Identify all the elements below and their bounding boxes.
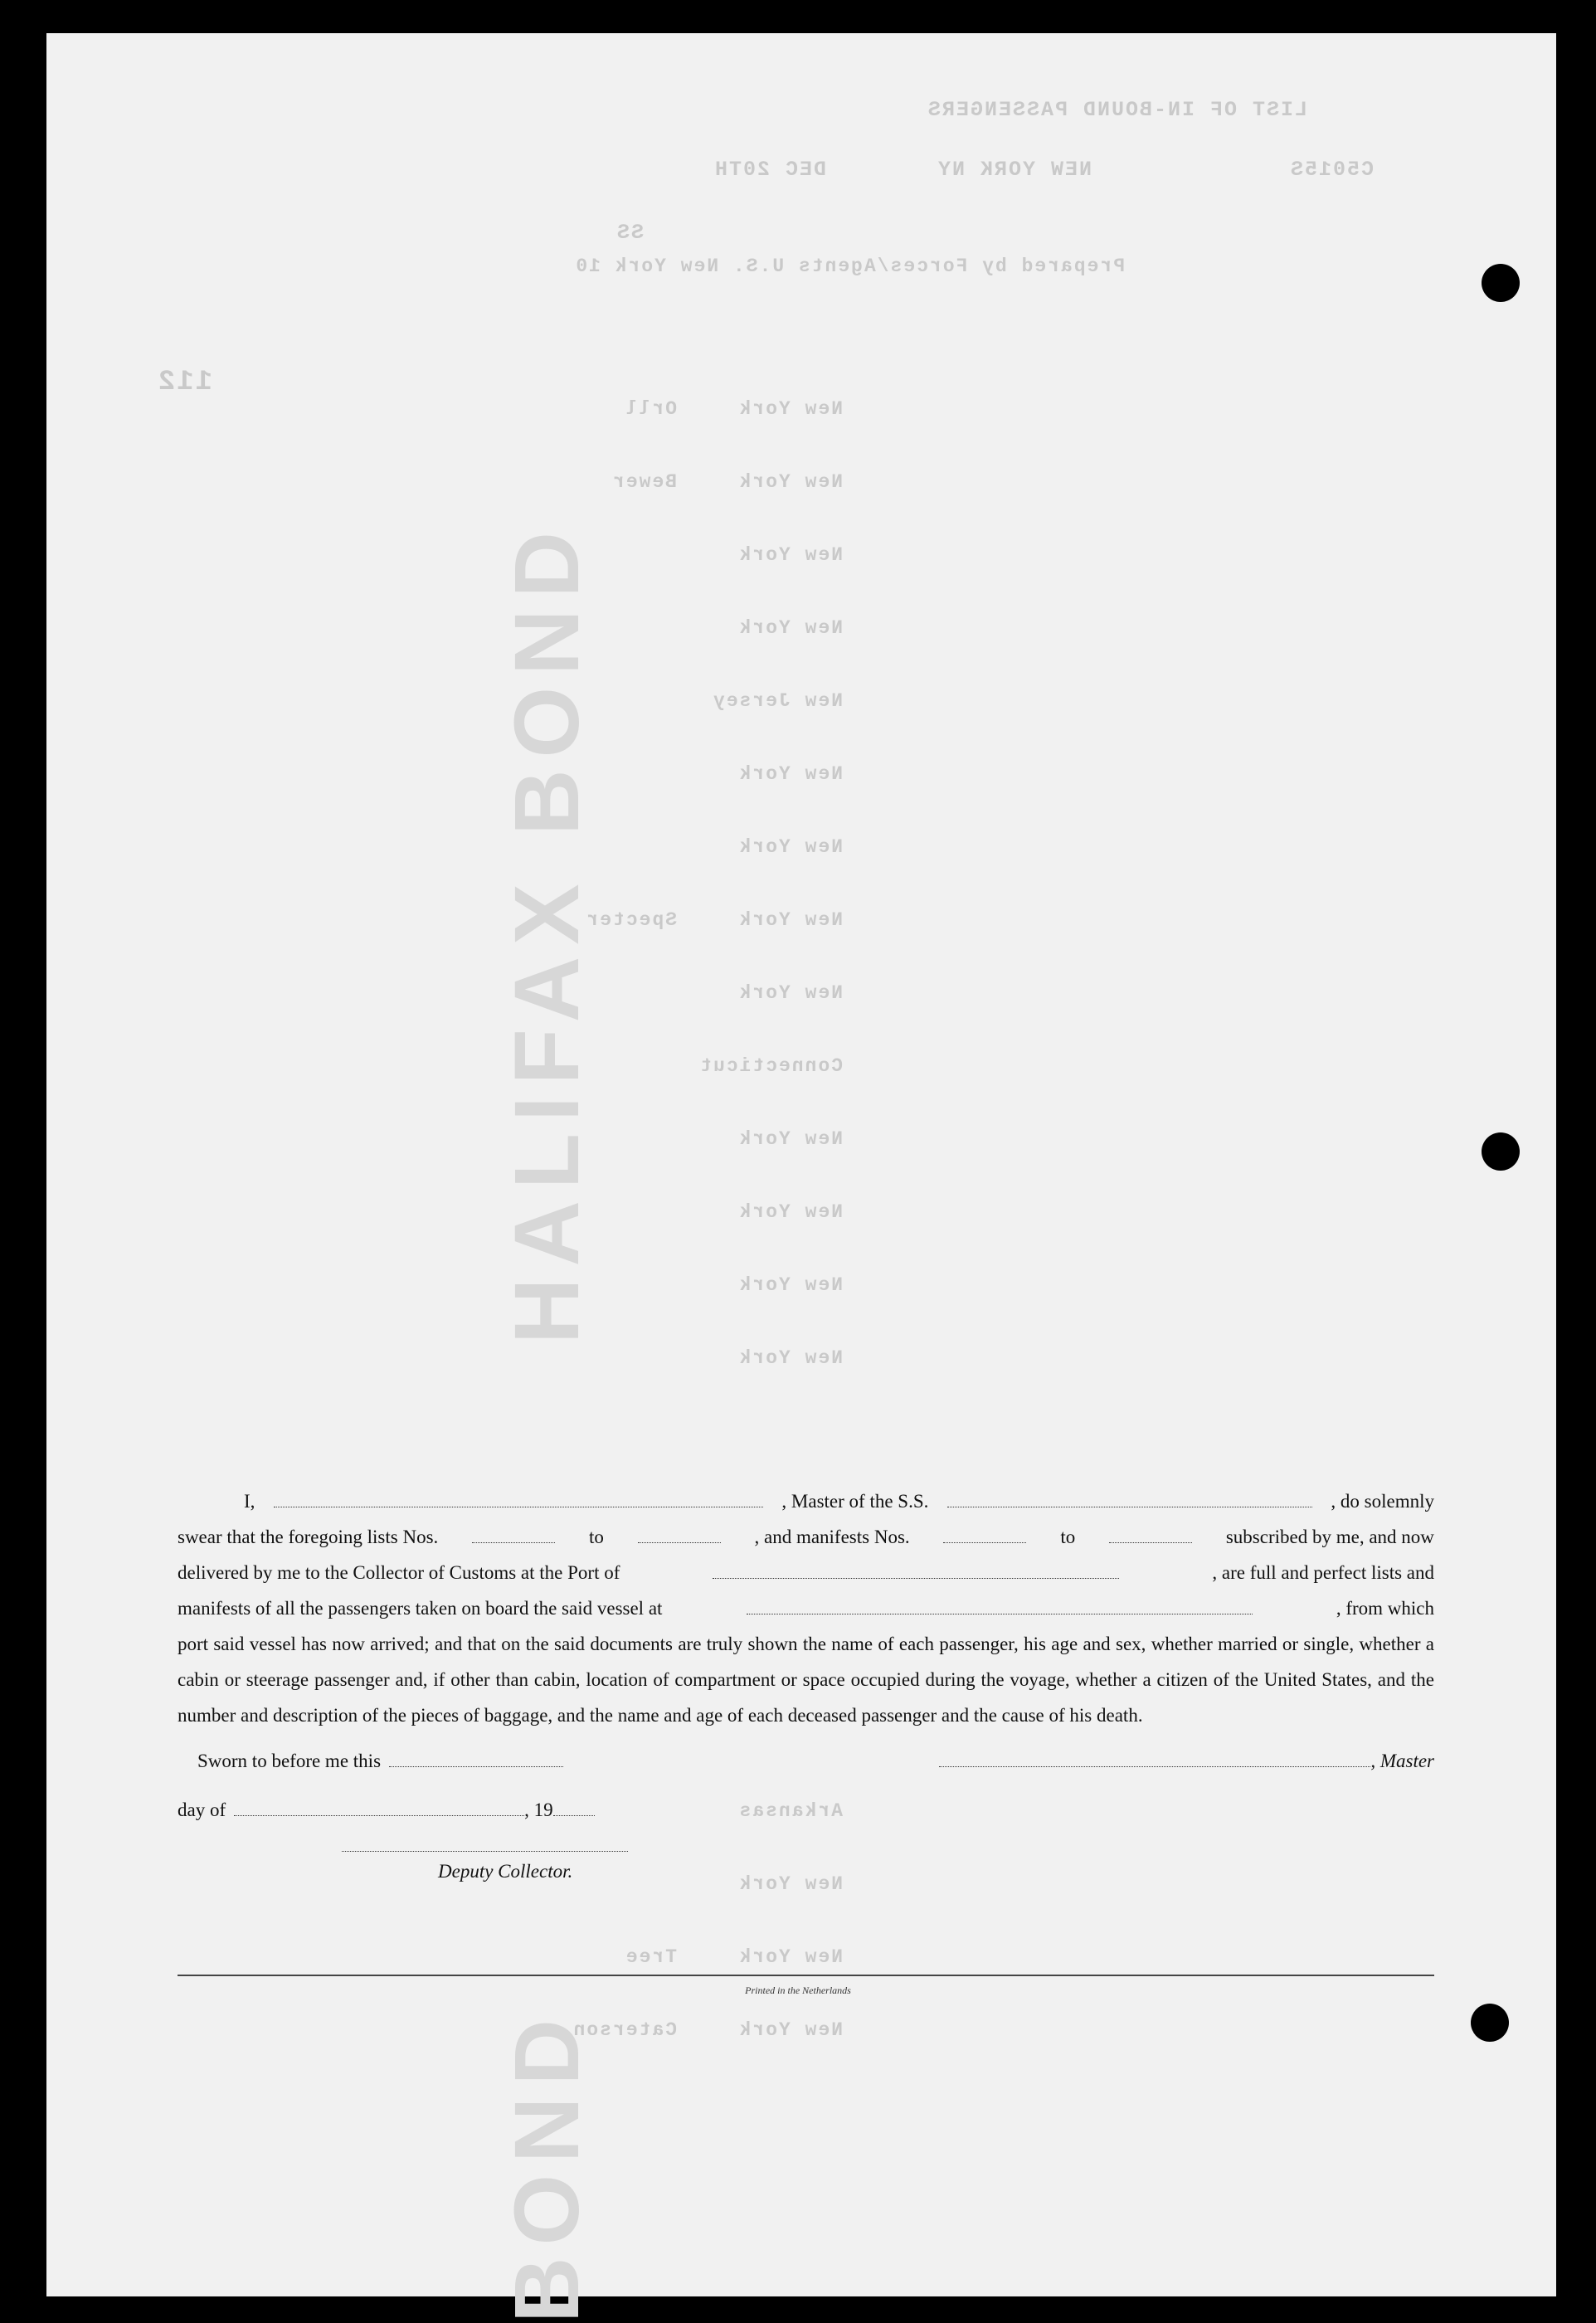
oath-to: to [1060,1527,1076,1547]
ghost-row-cell: Orll [624,398,677,420]
ghost-row-cell: New York [737,617,843,639]
lists-from-field[interactable] [472,1524,555,1543]
year-label: , 19 [524,1799,553,1820]
ghost-row-cell: New York [737,2019,843,2041]
oath-line-4 [178,1590,1434,1626]
day-of-label: day of [178,1799,226,1820]
oath-manifests-nos: , and manifests Nos. [754,1527,910,1547]
oath-do-solemnly: , do solemnly [1331,1491,1434,1512]
ghost-ss: SS [615,221,644,245]
day-of-field[interactable] [234,1797,524,1816]
reverse-show-through [46,33,1556,2296]
ghost-row-cell: New York [737,1201,843,1223]
manifests-to-field[interactable] [1109,1524,1192,1543]
ghost-row-cell: Specter [585,909,677,931]
oath-manifests-all: manifests of all the passengers taken on board the said vessel at [178,1598,663,1619]
ship-name-field[interactable] [947,1488,1312,1507]
deputy-collector-label: Deputy Collector. [438,1861,573,1882]
ghost-row-cell: New York [737,398,843,420]
oath-subscribed: subscribed by me, and now [1225,1527,1434,1547]
oath-i: I, [244,1491,255,1512]
ghost-port: NEW YORK NY [936,158,1092,182]
watermark-bond-bottom: BOND [496,2008,598,2323]
document-page [46,33,1556,2323]
ghost-row-cell: New York [737,909,843,931]
sworn-label: Sworn to before me this [197,1751,382,1771]
oath-master-of-ss: , Master of the S.S. [781,1491,929,1512]
port-field[interactable] [713,1560,1119,1579]
ghost-page-number: 112 [156,367,212,398]
ghost-row-cell: New York [737,836,843,858]
ghost-row-cell: New York [737,1946,843,1968]
oath-line-2 [178,1519,1434,1555]
oath-to: to [588,1527,604,1547]
ghost-row-cell: New York [737,544,843,566]
oath-full-perfect: , are full and perfect lists and [1212,1562,1434,1583]
oath-line-1 [178,1483,1434,1519]
ghost-row-cell: New York [737,471,843,493]
oath-body: port said vessel has now arrived; and that on the said documents are truly shown the name of each passenger, his age and sex, whether married or single, whether a cabin or steerage passenger and, if other than cabin, location of compartment or space occupied during the voyage, whether a citizen of the United States, and the number and description of the pieces of baggage, and the name and age of each deceased passenger and the cause of his death. [178,1634,1434,1726]
deputy-signature-field[interactable] [342,1851,628,1852]
ghost-prepared: Prepared by Forces/Agents U.S. New York 10 [574,256,1125,277]
ghost-row-cell: New York [737,1873,843,1895]
oath-from-which: , from which [1336,1598,1434,1619]
ghost-id: C5015S [1288,158,1374,182]
ghost-row-cell: New York [737,982,843,1004]
lists-to-field[interactable] [638,1524,721,1543]
master-oath [178,1483,1434,1889]
ghost-row-cell: Caterson [572,2019,677,2041]
master-signature-field[interactable] [939,1748,1370,1767]
ghost-row-cell: New York [737,1347,843,1369]
day-of-line [178,1792,1434,1828]
ghost-row-cell: Tree [624,1946,677,1968]
printed-in-label: Printed in the Netherlands [745,1985,851,1996]
ghost-title: LIST OF IN-BOUND PASSENGERS [926,98,1307,122]
watermark-halifax-bond: HALIFAX BOND [496,520,598,1344]
ghost-row-cell: Arkansas [737,1800,843,1822]
ghost-date: DEC 20TH [713,158,826,182]
ghost-row-cell: New York [737,763,843,785]
oath-line-3 [178,1555,1434,1590]
master-label: , Master [1370,1751,1434,1771]
ghost-row-cell: New York [737,1128,843,1150]
ghost-row-cell: New York [737,1274,843,1296]
footer-rule [178,1975,1434,1976]
ghost-row-cell: Bewer [611,471,677,493]
vessel-at-field[interactable] [747,1595,1253,1614]
manifests-from-field[interactable] [943,1524,1026,1543]
oath-collector: delivered by me to the Collector of Customs at the Port of [178,1562,620,1583]
ghost-row-cell: Connecticut [698,1055,843,1077]
oath-lists-nos: swear that the foregoing lists Nos. [178,1527,439,1547]
master-name-field[interactable] [274,1488,763,1507]
punch-hole [1482,1132,1520,1171]
sworn-date-field[interactable] [389,1748,563,1767]
ghost-row-cell: New Jersey [711,690,843,712]
punch-hole [1482,264,1520,302]
punch-hole [1471,2004,1509,2042]
sworn-line [178,1743,1434,1779]
year-field[interactable] [553,1797,595,1816]
